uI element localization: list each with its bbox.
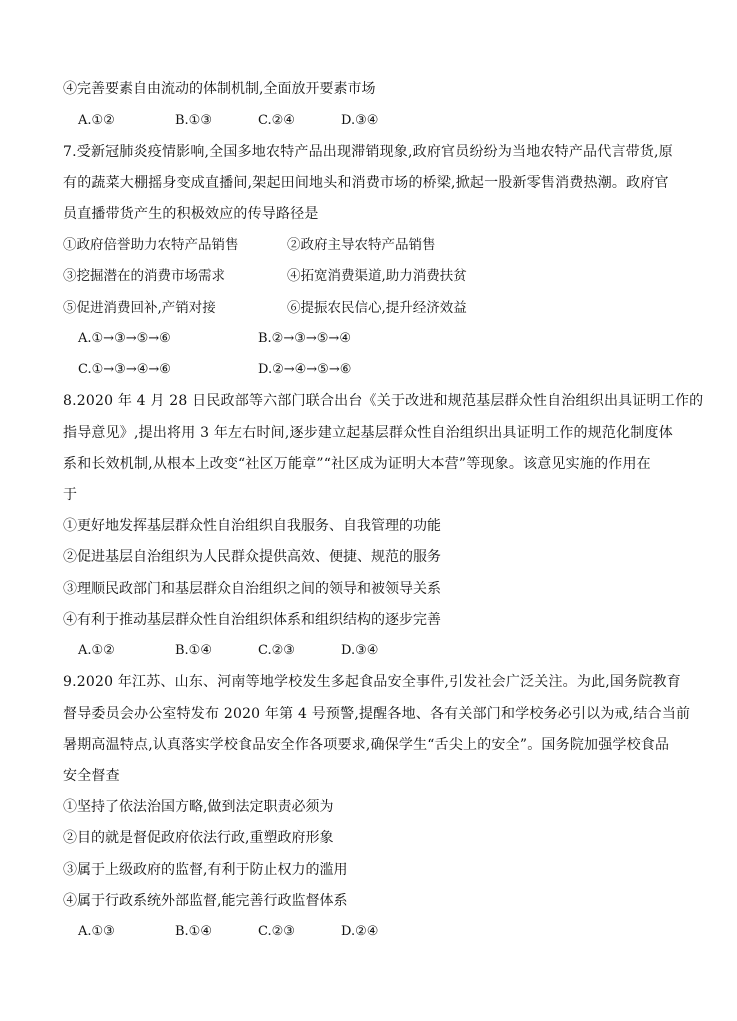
q7-option-3: ③挖掘潜在的消费市场需求 [63,268,225,284]
q8-stem-line-4: 于 [63,487,78,503]
q7-choice-c[interactable]: C.①→③→④→⑥ [78,362,171,377]
q9-statement-4: ④属于行政系统外部监督,能完善行政监督体系 [63,893,348,909]
q9-choice-d[interactable]: D.②④ [341,924,379,939]
q8-statement-4: ④有利于推动基层群众性自治组织体系和组织结构的逐步完善 [63,612,441,628]
q8-choice-b[interactable]: B.①④ [175,643,212,658]
q7-option-2: ②政府主导农特产品销售 [287,237,436,253]
q6-choice-d[interactable]: D.③④ [341,113,379,128]
q9-statement-3: ③属于上级政府的监督,有利于防止权力的滥用 [63,862,348,878]
q7-choice-d[interactable]: D.②→④→⑤→⑥ [258,362,352,377]
q6-statement-4: ④完善要素自由流动的体制机制,全面放开要素市场 [63,81,376,97]
q8-stem-line-3: 系和长效机制,从根本上改变“社区万能章”“社区成为证明大本营”等现象。该意见实施的作用在 [63,456,651,472]
q7-stem-line-3: 员直播带货产生的积极效应的传导路径是 [63,206,319,222]
q6-choice-c[interactable]: C.②④ [258,113,295,128]
q6-choice-b[interactable]: B.①③ [175,113,212,128]
q8-statement-2: ②促进基层自治组织为人民群众提供高效、便捷、规范的服务 [63,549,441,565]
q7-stem-line-2: 有的蔬菜大棚摇身变成直播间,架起田间地头和消费市场的桥梁,掀起一股新零售消费热潮。政府官 [63,175,669,191]
q9-choice-a[interactable]: A.①③ [78,924,115,939]
q7-choice-a[interactable]: A.①→③→⑤→⑥ [78,331,171,346]
q9-stem-line-4: 安全督查 [63,768,120,784]
q8-choice-d[interactable]: D.③④ [341,643,379,658]
q7-option-6: ⑥提振农民信心,提升经济效益 [287,300,467,316]
q9-choice-b[interactable]: B.①④ [175,924,212,939]
q6-choice-a[interactable]: A.①② [78,113,115,128]
q9-stem-line-3: 暑期高温特点,认真落实学校食品安全作各项要求,确保学生“舌尖上的安全”。国务院加强学校食品 [63,737,670,753]
q8-statement-1: ①更好地发挥基层群众性自治组织自我服务、自我管理的功能 [63,518,441,534]
q8-statement-3: ③理顺民政部门和基层群众自治组织之间的领导和被领导关系 [63,581,441,597]
q7-option-5: ⑤促进消费回补,产销对接 [63,300,216,316]
q7-stem-line-1: 7.受新冠肺炎疫情影响,全国多地农特产品出现滞销现象,政府官员纷纷为当地农特产品代言带货,原 [63,144,673,160]
q9-stem-line-2: 督导委员会办公室特发布 2020 年第 4 号预警,提醒各地、各有关部门和学校务必引以为戒,结合当前 [63,706,691,722]
q8-stem-line-1: 8.2020 年 4 月 28 日民政部等六部门联合出台《关于改进和规范基层群众性自治组织出具证明工作的 [63,393,704,409]
q9-stem-line-1: 9.2020 年江苏、山东、河南等地学校发生多起食品安全事件,引发社会广泛关注。为此,国务院教育 [63,674,681,690]
q7-option-4: ④拓宽消费渠道,助力消费扶贫 [287,268,467,284]
q7-choice-b[interactable]: B.②→③→⑤→④ [258,331,351,346]
q9-statement-1: ①坚持了依法治国方略,做到法定职责必须为 [63,799,334,815]
q8-stem-line-2: 指导意见》,提出将用 3 年左右时间,逐步建立起基层群众性自治组织出具证明工作的规范化制度体 [63,425,673,441]
q9-statement-2: ②目的就是督促政府依法行政,重塑政府形象 [63,830,334,846]
q8-choice-c[interactable]: C.②③ [258,643,295,658]
q7-option-1: ①政府倍誉助力农特产品销售 [63,237,239,253]
q9-choice-c[interactable]: C.②③ [258,924,295,939]
q8-choice-a[interactable]: A.①② [78,643,115,658]
